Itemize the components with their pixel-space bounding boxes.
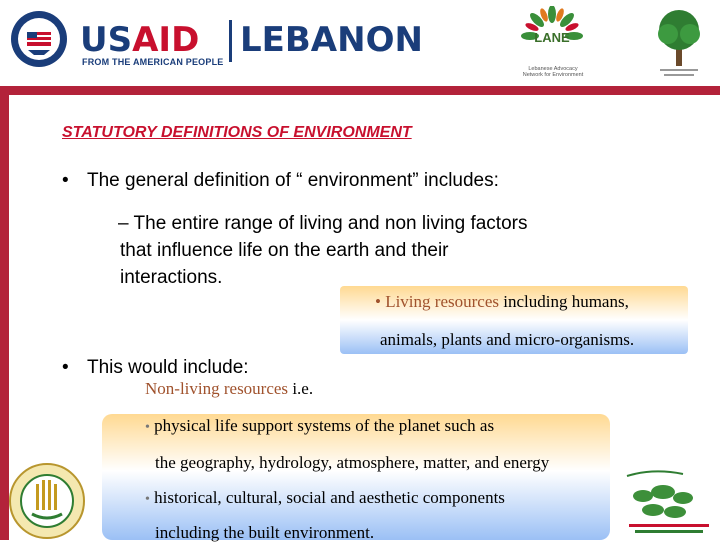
slide-title: STATUTORY DEFINITIONS OF ENVIRONMENT bbox=[62, 124, 412, 141]
eco-movement-logo bbox=[623, 466, 715, 540]
non-living-resources-label: Non-living resources bbox=[145, 379, 289, 398]
lebanon-wordmark: LEBANON bbox=[240, 20, 423, 60]
sub-bullet-line-1: – The entire range of living and non living factors bbox=[118, 213, 528, 234]
living-resources-line-2: animals, plants and micro-organisms. bbox=[380, 330, 635, 349]
sub-bullet-dash: – bbox=[118, 213, 129, 234]
tree-logo bbox=[650, 6, 708, 80]
sub-bullet-line-2: that influence life on the earth and their bbox=[120, 240, 449, 261]
header-banner bbox=[0, 0, 720, 86]
bullet-marker: • bbox=[62, 357, 69, 378]
bullet-general-definition: • The general definition of “ environment” includes: bbox=[62, 170, 499, 191]
lane-tagline: Lebanese Advocacy Network for Environment bbox=[522, 66, 584, 78]
header-rule bbox=[0, 86, 720, 95]
university-seal-logo bbox=[8, 462, 86, 540]
non-living-resources-heading: Non-living resources i.e. bbox=[145, 379, 314, 398]
bullet-marker: • bbox=[145, 420, 150, 435]
usaid-divider bbox=[229, 20, 232, 62]
nl-item-2-line-1: • historical, cultural, social and aesthetic components bbox=[145, 488, 505, 507]
bullet-marker: • bbox=[145, 492, 150, 507]
living-resources-line-1: • Living resources including humans, bbox=[375, 292, 629, 311]
nl-item-2-line-2: including the built environment. bbox=[155, 523, 375, 542]
svg-text:LANE: LANE bbox=[534, 30, 570, 45]
bullet-marker: • bbox=[62, 170, 69, 191]
nl-item-1-line-1: • physical life support systems of the planet such as bbox=[145, 416, 495, 435]
living-resources-label: Living resources bbox=[385, 292, 499, 311]
usaid-seal-logo bbox=[10, 10, 68, 68]
usaid-tagline: FROM THE AMERICAN PEOPLE bbox=[82, 57, 224, 67]
usaid-wordmark: USAID bbox=[80, 20, 200, 60]
bullet-would-include: • This would include: bbox=[62, 357, 249, 378]
sub-bullet-line-3: interactions. bbox=[120, 267, 223, 288]
nl-item-1-line-2: the geography, hydrology, atmosphere, matter, and energy bbox=[155, 453, 550, 472]
